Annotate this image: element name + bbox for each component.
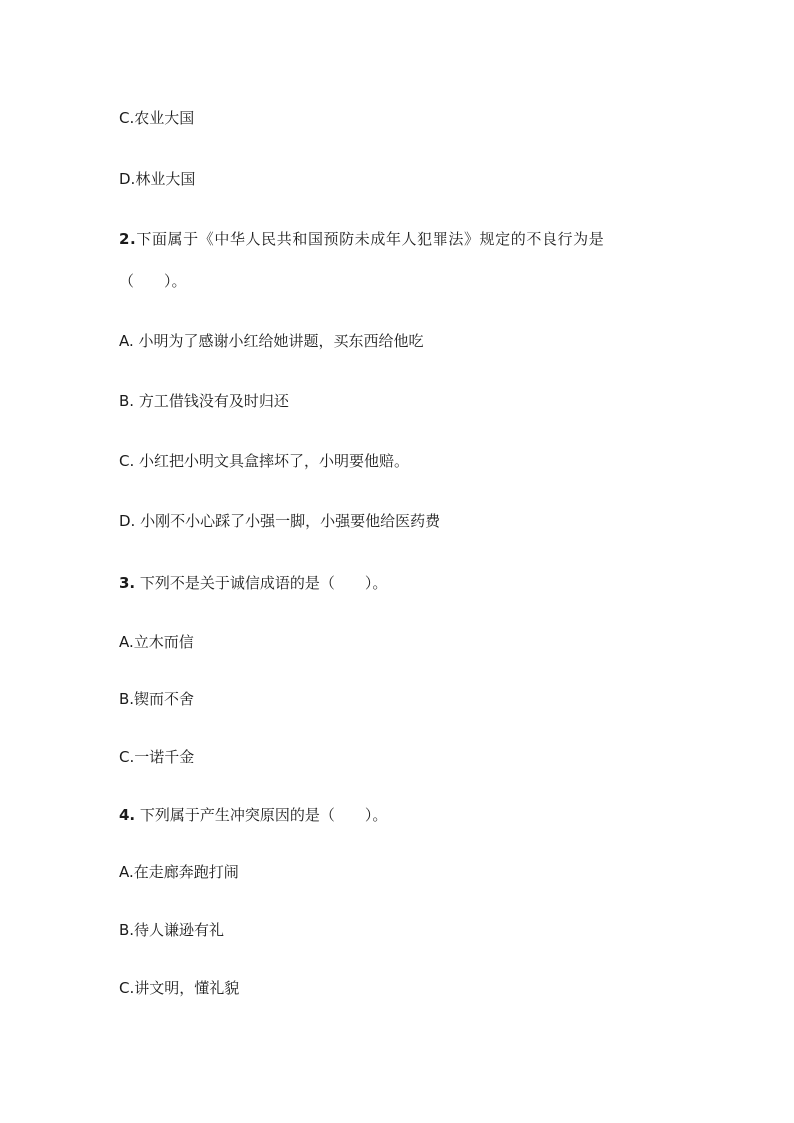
q4-stem-text: 下列属于产生冲突原因的是（ ）。 xyxy=(135,806,388,824)
q4-stem xyxy=(119,805,387,825)
q4-option-a: A.在走廊奔跑打闹 xyxy=(119,863,239,881)
q3-option-b: B.锲而不舍 xyxy=(119,690,195,708)
q2-option-a: A. 小明为了感谢小红给她讲题，买东西给他吃 xyxy=(119,332,424,350)
q3-number: 3. xyxy=(119,574,136,592)
q3-option-c: C.一诺千金 xyxy=(119,748,195,766)
q2-option-c: C. 小红把小明文具盒摔坏了，小明要他赔。 xyxy=(119,452,410,470)
q1-option-c: C.农业大国 xyxy=(119,109,195,127)
q2-number: 2. xyxy=(119,230,137,248)
q2-option-d: D. 小刚不小心踩了小强一脚，小强要他给医药费 xyxy=(119,512,441,530)
q3-option-a: A.立木而信 xyxy=(119,633,194,651)
q4-number: 4. xyxy=(119,806,136,824)
q3-stem xyxy=(119,573,387,593)
q2-stem-text: 下面属于《中华人民共和国预防未成年人犯罪法》规定的不良行为是 xyxy=(136,230,605,248)
q4-option-c: C.讲文明，懂礼貌 xyxy=(119,979,240,997)
q2-option-b: B. 方工借钱没有及时归还 xyxy=(119,392,289,410)
q4-option-b: B.待人谦逊有礼 xyxy=(119,921,225,939)
q3-stem-text: 下列不是关于诚信成语的是（ ）。 xyxy=(135,574,388,592)
q2-stem xyxy=(119,229,604,249)
q1-option-d: D.林业大国 xyxy=(119,170,196,188)
q2-answer-blank: （ ）。 xyxy=(119,272,187,290)
